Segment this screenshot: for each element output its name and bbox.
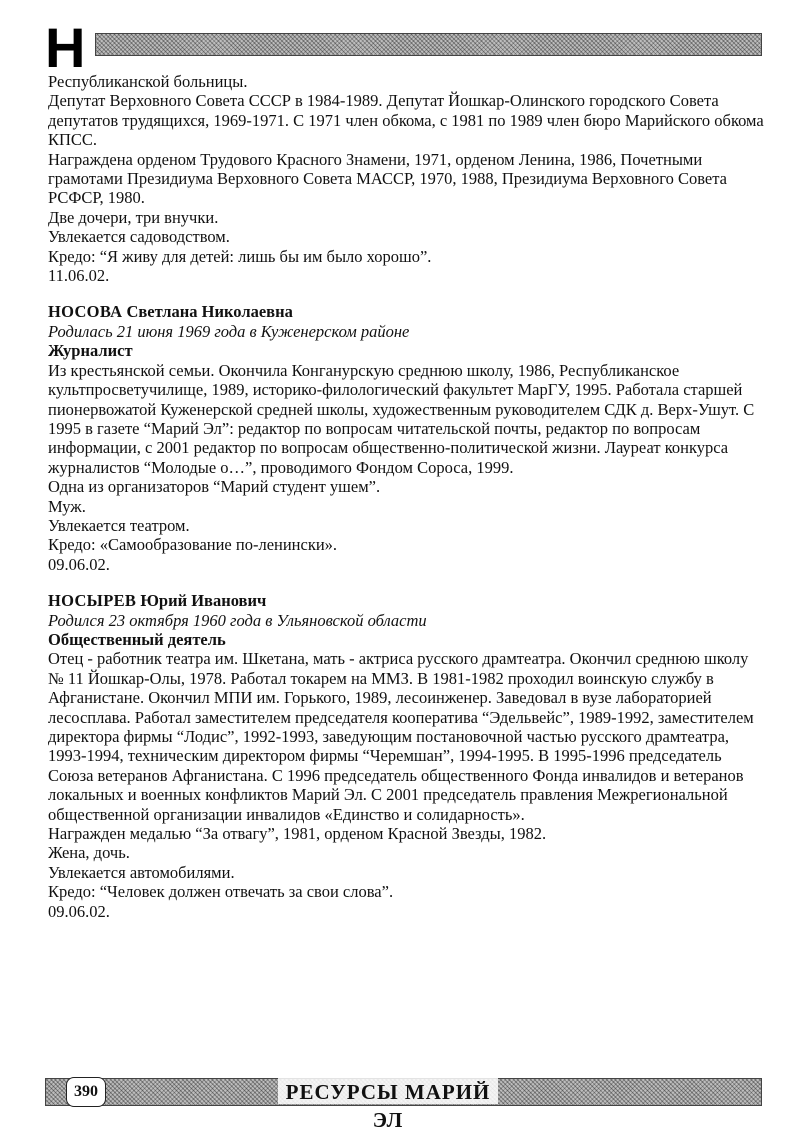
footer-title: РЕСУРСЫ МАРИЙ ЭЛ: [278, 1078, 498, 1104]
entry-surname: НОСЫРЕВ: [48, 591, 137, 611]
text-line: Одна из организаторов “Марий студент ушем”.: [48, 477, 381, 497]
text-line: Увлекается автомобилями.: [48, 862, 235, 882]
text-line: Муж.: [48, 496, 86, 516]
entry-birth: Родился 23 октября 1960 года в Ульяновской области: [48, 610, 427, 630]
text-line: Кредо: «Самообразование по-ленински».: [48, 535, 338, 555]
entry-profession: Журналист: [48, 341, 133, 361]
text-line: Депутат Верховного Совета СССР в 1984-1989. Депутат Йошкар-Олинского городского Совета депутатов трудящихся, 1969-1971. С 1971 член обкома, с 1981 по 1989 член бюро Марийского обкома КПСС.: [48, 91, 764, 150]
entry-surname: НОСОВА: [48, 302, 123, 322]
text-line: Республиканской больницы.: [48, 72, 248, 91]
text-line: Две дочери, три внучки.: [48, 207, 219, 227]
entry-heading: [48, 302, 768, 321]
text-line: Награжден медалью “За отвагу”, 1981, орденом Красной Звезды, 1982.: [48, 824, 547, 844]
entry-date: 09.06.02.: [48, 554, 110, 574]
text-line: Награждена орденом Трудового Красного Знамени, 1971, орденом Ленина, 1986, Почетными грамотами Президиума Верховного Совета МАССР, 1970, 1988, Президиума Верховного Совета РСФСР, 1980.: [48, 149, 727, 208]
entry-biography: Из крестьянской семьи. Окончила Конганурскую среднюю школу, 1986, Республиканское культпросветучилище, 1989, историко-филологический факультет МарГУ, 1995. Работала старшей пионервожатой Куженерской средней школы, художественным руководителем СДК д. Верх-Ушут. С 1995 в газете “Марий Эл”: редактор по вопросам читательской почты, редактор по вопросам информации, с 2001 редактор по вопросам общественно-политической жизни. Лауреат конкурса журналистов “Молодые о…”, проводимого Фондом Сороса, 1999.: [48, 360, 755, 477]
entry-birth: Родилась 21 июня 1969 года в Куженерском районе: [48, 321, 410, 341]
entry-nosyrev: [48, 591, 768, 921]
text-line: Увлекается театром.: [48, 515, 190, 535]
text-line: Увлекается садоводством.: [48, 227, 230, 247]
page-content: [48, 72, 768, 921]
text-line: Кредо: “Я живу для детей: лишь бы им было хорошо”.: [48, 246, 432, 266]
entry-given-name: Светлана Николаевна: [126, 302, 293, 322]
entry-given-name: Юрий Иванович: [140, 591, 267, 611]
entry-biography: Отец - работник театра им. Шкетана, мать - актриса русского драмтеатра. Окончил среднюю школу № 11 Йошкар-Олы, 1978. Работал токарем на ММЗ. В 1981-1982 проходил воинскую службу в Афганистане. Окончил МПИ им. Горького, 1989, лесоинженер. Заведовал в вузе лабораторией лесосплава. Работал заместителем председателя кооператива “Эдельвейс”, 1989-1992, заместителем директора фирмы “Лодис”, 1992-1993, заведующим постановочной частью русского драмтеатра, 1993-1994, техническим директором фирмы “Черемшан”, 1994-1995. В 1995-1996 председатель Союза ветеранов Афганистана. С 1996 председатель общественного Фонда инвалидов и ветеранов локальных и военных конфликтов Марий Эл. С 2001 председатель правления Межрегиональной общественной организации инвалидов «Единство и солидарность».: [48, 649, 754, 824]
header-decorative-bar: [95, 33, 762, 56]
text-line: Жена, дочь.: [48, 843, 130, 863]
entry-profession: Общественный деятель: [48, 629, 226, 649]
entry-nosova: [48, 302, 768, 574]
text-line: Кредо: “Человек должен отвечать за свои слова”.: [48, 882, 394, 902]
section-letter: Н: [45, 16, 86, 79]
entry-date: 11.06.02.: [48, 266, 110, 286]
previous-entry-continuation: [48, 72, 768, 285]
entry-date: 09.06.02.: [48, 901, 110, 921]
entry-heading: [48, 591, 768, 610]
page-number: 390: [66, 1077, 106, 1107]
